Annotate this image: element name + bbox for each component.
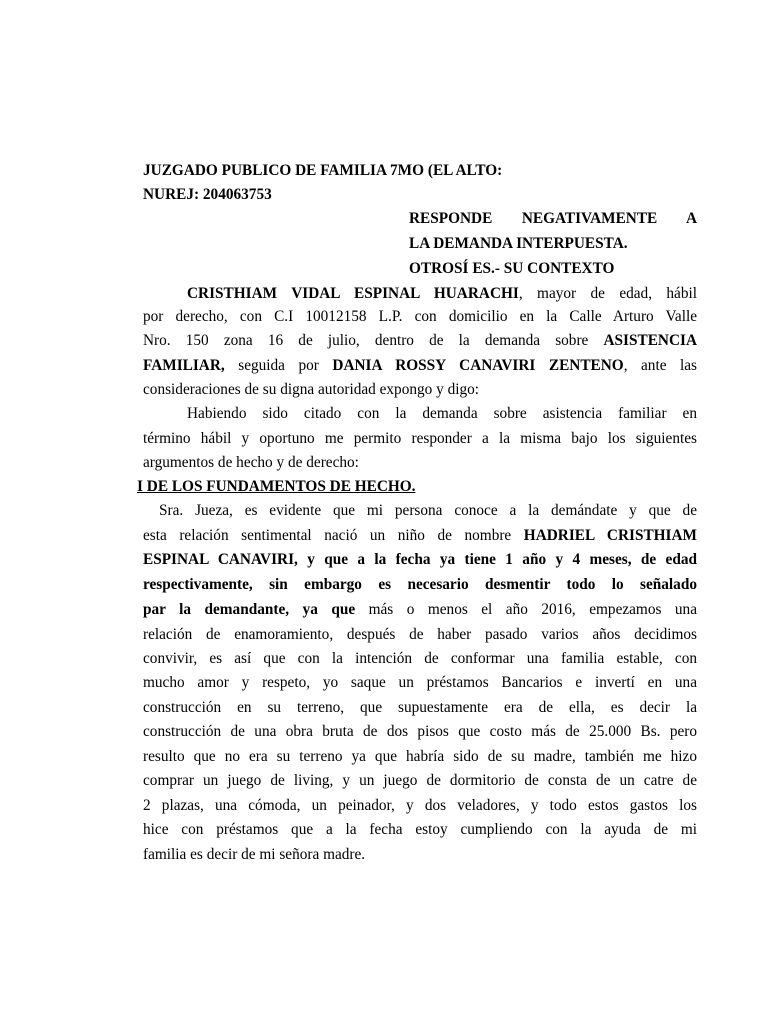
facts-line-9: construcción en su terreno, que supuestamente era de ella, es decir la	[143, 699, 697, 716]
defendant-name: CRISTHIAM VIDAL ESPINAL HUARACHI	[187, 285, 519, 302]
facts-line-15: familia es decir de mi señora madre.	[143, 846, 366, 863]
facts-line-13: 2 plazas, una cómoda, un peinador, y dos veladores, y todo estos gastos los	[143, 797, 697, 814]
intro-line-2: por derecho, con C.I 10012158 L.P. con domicilio en la Calle Arturo Valle	[143, 308, 697, 325]
para2-line-1: Habiendo sido citado con la demanda sobre asistencia familiar en	[187, 405, 697, 422]
subject-line-1: RESPONDE NEGATIVAMENTE A	[409, 210, 697, 227]
facts-line-5: par la demandante, ya que más o menos el año 2016, empezamos una	[143, 601, 697, 618]
para2-line-3: argumentos de hecho y de derecho:	[143, 454, 359, 471]
facts-line-12: comprar un juego de living, y un juego de dormitorio de consta de un catre de	[143, 772, 697, 789]
section-heading: I DE LOS FUNDAMENTOS DE HECHO.	[137, 478, 416, 495]
subject-line-2: LA DEMANDA INTERPUESTA.	[409, 235, 628, 252]
facts-line-2: esta relación sentimental nació un niño de nombre HADRIEL CRISTHIAM	[143, 527, 697, 544]
facts-line-11: resulto que no era su terreno ya que habría sido de su madre, también me hizo	[143, 748, 697, 765]
nurej-number: NUREJ: 204063753	[143, 186, 272, 203]
subject-line-3: OTROSÍ ES.- SU CONTEXTO	[409, 260, 615, 277]
facts-line-6: relación de enamoramiento, después de haber pasado varios años decidimos	[143, 626, 697, 643]
facts-line-4: respectivamente, sin embargo es necesario desmentir todo lo señalado	[143, 576, 697, 593]
court-heading: JUZGADO PUBLICO DE FAMILIA 7MO (EL ALTO:	[143, 162, 503, 179]
facts-line-7: convivir, es así que con la intención de conformar una familia estable, con	[143, 650, 697, 667]
intro-line-4: FAMILIAR, seguida por DANIA ROSSY CANAVIRI ZENTENO, ante las	[143, 357, 698, 374]
para2-line-2: término hábil y oportuno me permito responder a la misma bajo los siguientes	[143, 430, 697, 447]
facts-line-10: construcción de una obra bruta de dos pisos que costo más de 25.000 Bs. pero	[143, 723, 697, 740]
intro-line-1: CRISTHIAM VIDAL ESPINAL HUARACHI, mayor de edad, hábil	[187, 285, 697, 302]
facts-line-3: ESPINAL CANAVIRI, y que a la fecha ya tiene 1 año y 4 meses, de edad	[143, 551, 697, 568]
intro-line-3: Nro. 150 zona 16 de julio, dentro de la demanda sobre ASISTENCIA	[143, 332, 697, 349]
intro-line-5: consideraciones de su digna autoridad expongo y digo:	[143, 381, 480, 398]
facts-line-14: hice con préstamos que a la fecha estoy cumpliendo con la ayuda de mi	[143, 821, 697, 838]
plaintiff-name: DANIA ROSSY CANAVIRI ZENTENO	[332, 357, 624, 374]
facts-line-1: Sra. Jueza, es evidente que mi persona conoce a la demándate y que de	[159, 502, 697, 519]
facts-line-8: mucho amor y respeto, yo saque un préstamos Bancarios e invertí en una	[143, 674, 697, 691]
child-name: HADRIEL CRISTHIAM	[523, 527, 697, 544]
